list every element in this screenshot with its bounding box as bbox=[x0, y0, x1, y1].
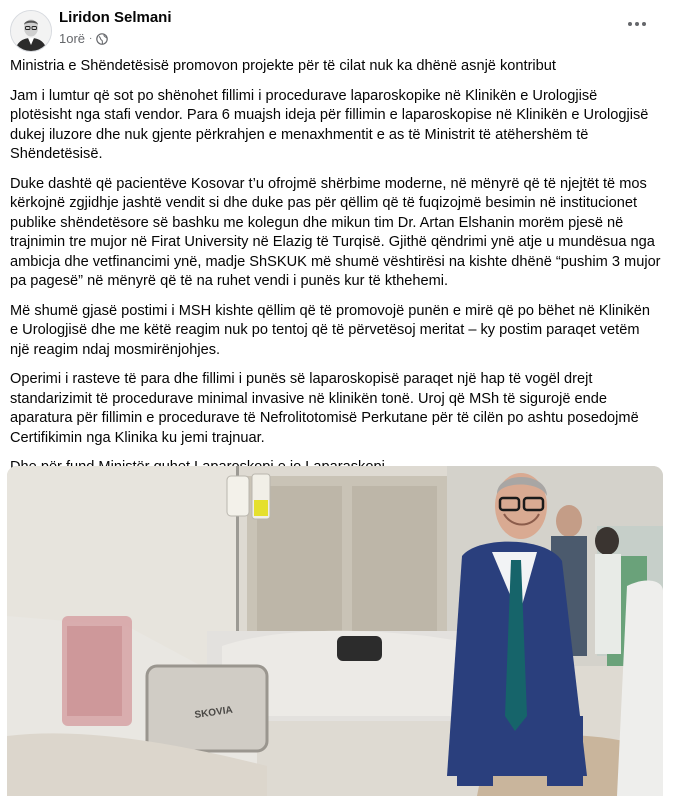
post-paragraph-3: Duke dashtë që pacientëve Kosovar t’u ofrojmë shërbime moderne, në mënyrë që të njejtët të mos kërkojnë zgjidhje jashtë vendit si dhe duke pas për qëllim që të fuqizojmë besimin në institucionet publike shëndetësore së bashku me kolegun dhe mikun tim Dr. Artan Elshanin morëm pjesë në trajnimin tre mujor në Firat University në Elazig të Turqisë. Gjithë qëndrimi ynë atje u mundësua nga ambicja dhe vetfinancimi ynë, madje ShSKUK më shumë vështirësi na kishte dhënë “pushim 3 mujor pa pagesë” në mënyrë që të na ruhet vendi i punës kur të kthehemi. bbox=[10, 175, 661, 289]
post-meta bbox=[59, 31, 108, 46]
avatar[interactable] bbox=[10, 10, 52, 52]
avatar-portrait-icon bbox=[11, 11, 51, 51]
post-paragraph-2: Jam i lumtur që sot po shënohet fillimi i procedurave laparoskopike në Klinikën e Urologjisë plotësisht nga stafi vendor. Para 6 muajsh ideja për fillimin e laparoskopise në Klinikën e Urologjisë dukej iluzore dhe nuk gjente përkrahjen e menaxhmentit e as të Ministrit të atëhershëm të Shëndetësisë. bbox=[10, 87, 649, 162]
author-name[interactable]: Liridon Selmani bbox=[59, 9, 172, 26]
separator-dot: · bbox=[89, 33, 93, 44]
post-photo[interactable] bbox=[7, 466, 663, 796]
post-paragraph-4: Më shumë gjasë postimi i MSH kishte qëllim që të promovojë punën e mirë që po bëhet në Klinikën e Urologjisë dhe me këtë reagim nuk po tentoj që të përvetësoj meritat – ky postim paraqet vetëm një reagim ndaj mosmirënjohjes. bbox=[10, 302, 651, 358]
post-paragraph-5: Operimi i rasteve të para dhe fillimi i punës së laparoskopisë paraqet një hap të vogël drejt standarizimit të procedurave minimal invasive në klinikën tonë. Uroj që MSh të sigurojë ende aparatura për fillimin e procedurave të Nefrolitotomisë Perkutane për të cilën po ashtu posedojmë Certifikimin nga Klinika ku jemi trajnuar. bbox=[10, 371, 639, 446]
hospital-room-photo bbox=[7, 466, 663, 796]
globe-icon[interactable] bbox=[96, 33, 108, 45]
post-timestamp[interactable]: 1orë bbox=[59, 31, 86, 46]
post-text bbox=[10, 57, 662, 488]
bed-brand-label: SKOVIA bbox=[193, 704, 234, 721]
more-options-icon[interactable] bbox=[623, 14, 651, 34]
post-paragraph-1: Ministria e Shëndetësisë promovon projekte për të cilat nuk ka dhënë asnjë kontribut bbox=[10, 58, 556, 74]
